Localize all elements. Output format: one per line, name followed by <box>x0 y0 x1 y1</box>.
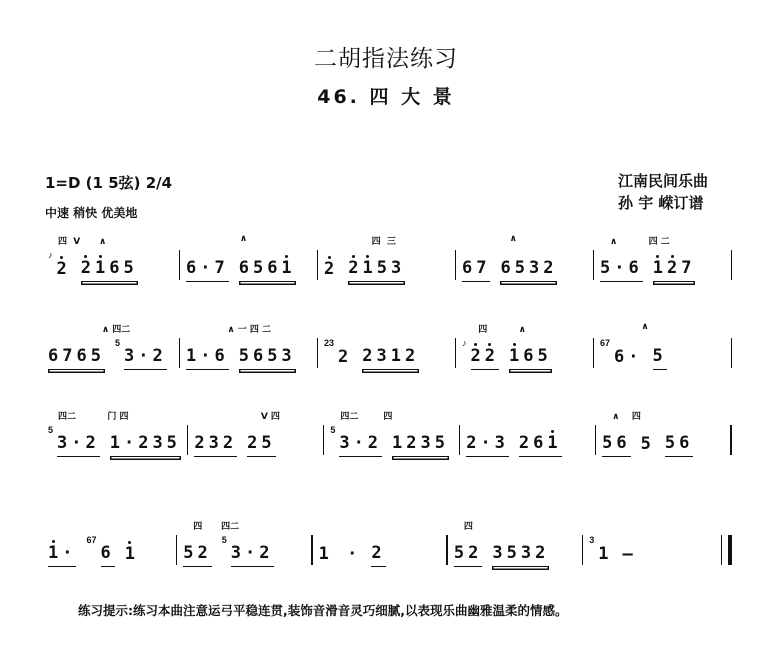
grace-note: 5 <box>114 338 120 348</box>
fingering-marks: ∧ 四二 <box>58 325 131 335</box>
note-group: 67 <box>462 258 490 282</box>
measure <box>583 507 717 567</box>
note-group: 5·6 <box>600 258 643 282</box>
notes <box>48 248 173 282</box>
note-group: 2312 <box>362 346 419 370</box>
tempo-marking: 中速 稍快 优美地 <box>45 206 138 220</box>
fingering-marks: 四 三 <box>334 237 396 247</box>
high-octave-dot <box>671 255 674 258</box>
notes <box>589 533 711 567</box>
high-octave-dot <box>488 343 491 346</box>
note-group: 1·6 <box>186 346 229 370</box>
fingering-marks: 四 V ∧ <box>58 237 107 247</box>
measure <box>318 310 455 370</box>
fingering-marks: V 四 <box>204 412 280 422</box>
measure <box>594 222 731 282</box>
measure <box>448 507 582 567</box>
high-octave-dot <box>328 256 331 259</box>
high-octave-dot <box>52 540 55 543</box>
note-group: 232 <box>194 433 237 457</box>
note-group: – <box>622 544 637 564</box>
note-group: 56 <box>602 433 630 457</box>
score-line <box>42 222 732 282</box>
high-octave-dot <box>128 541 131 544</box>
grace-note: ♪ <box>48 250 53 260</box>
note-group: 25 <box>247 433 275 457</box>
fingering-marks <box>324 322 449 336</box>
note-group: 6561 <box>239 258 296 282</box>
note-group: 261 <box>519 433 562 457</box>
page-title: 二胡指法练习 <box>314 46 458 72</box>
score-line <box>42 397 732 457</box>
grace-note: 5 <box>221 535 227 545</box>
high-octave-dot <box>551 430 554 433</box>
measure <box>42 397 187 457</box>
notes <box>194 423 316 457</box>
high-octave-dot <box>513 343 516 346</box>
fingering-marks <box>319 519 441 533</box>
notes <box>602 423 724 457</box>
note-group: 6 <box>101 543 115 567</box>
measure <box>180 222 317 282</box>
final-barline <box>721 535 732 565</box>
measure <box>318 222 455 282</box>
note-group: 2153 <box>348 258 405 282</box>
notes <box>324 336 449 370</box>
practice-hint: 练习提示:练习本曲注意运弓平稳连贯,装饰音滑音灵巧细腻,以表现乐曲幽雅温柔的情感。 <box>78 603 568 618</box>
measure <box>456 222 593 282</box>
high-octave-dot <box>285 255 288 258</box>
notes <box>48 533 170 567</box>
barline <box>731 338 733 368</box>
high-octave-dot <box>60 256 63 259</box>
note-group: 5 <box>653 346 667 370</box>
note-group: 52 <box>454 543 482 567</box>
fingering-marks: 四 ∧ <box>472 325 526 335</box>
note-group: 5 <box>640 434 655 454</box>
note-group: 1·235 <box>110 433 181 457</box>
grace-note: 23 <box>324 338 335 348</box>
note-group: 5653 <box>239 346 296 370</box>
fingering-marks: ∧ 四 <box>612 412 641 422</box>
note-group: 6532 <box>500 258 557 282</box>
notes <box>48 423 181 457</box>
measure <box>42 310 179 370</box>
score-line <box>42 507 732 567</box>
note-group: 2 <box>371 543 385 567</box>
note-group: 6· <box>614 347 643 367</box>
note-group: 3·2 <box>57 433 100 457</box>
piece-title: 46. 四 大 景 <box>317 86 455 108</box>
high-octave-dot <box>84 255 87 258</box>
notes <box>183 533 305 567</box>
high-octave-dot <box>474 343 477 346</box>
note-group: 1· <box>48 543 76 567</box>
measure <box>596 397 730 457</box>
key-signature: 1=D (1 5弦) 2/4 <box>45 174 173 192</box>
high-octave-dot <box>99 255 102 258</box>
high-octave-dot <box>352 255 355 258</box>
note-group: 1 <box>125 544 139 567</box>
note-group: 1 · <box>318 544 362 564</box>
high-octave-dot <box>656 255 659 258</box>
fingering-marks: 四 <box>463 522 473 532</box>
note-group: 165 <box>509 346 552 370</box>
notes <box>324 248 449 282</box>
fingering-marks: ∧ <box>472 234 517 244</box>
note-group: 6·7 <box>186 258 229 282</box>
measure <box>460 397 594 457</box>
note-group: 56 <box>665 433 693 457</box>
fingering-marks: ∧ <box>610 322 649 332</box>
note-group: 3·2 <box>339 433 382 457</box>
notes <box>186 248 311 282</box>
fingering-marks <box>48 519 170 533</box>
measure <box>42 222 179 282</box>
note-group: 52 <box>183 543 211 567</box>
grace-note: 67 <box>600 338 611 348</box>
note-group: 2 <box>57 259 71 282</box>
notes <box>600 248 725 282</box>
origin-credit: 江南民间乐曲 <box>618 172 709 190</box>
barline <box>731 250 733 280</box>
measure <box>313 507 447 567</box>
grace-note: 3 <box>589 535 595 545</box>
measure <box>180 310 317 370</box>
grace-note: 5 <box>330 425 336 435</box>
note-group: 3532 <box>492 543 549 567</box>
notes <box>454 533 576 567</box>
note-group: 2·3 <box>466 433 509 457</box>
fingering-marks <box>466 409 588 423</box>
fingering-marks <box>589 519 711 533</box>
note-group: 3·2 <box>124 346 167 370</box>
fingering-marks: 四二 四 <box>340 412 393 422</box>
grace-note: ♪ <box>462 338 467 348</box>
notes <box>462 336 587 370</box>
measure <box>456 310 593 370</box>
barline <box>730 425 732 455</box>
grace-note: 5 <box>48 425 54 435</box>
note-group: 3·2 <box>231 543 274 567</box>
note-group: 1 <box>598 544 613 564</box>
notes <box>48 336 173 370</box>
notes <box>330 423 452 457</box>
fingering-marks: ∧ 一 四 二 <box>196 325 272 335</box>
measure <box>188 397 322 457</box>
notes <box>466 423 588 457</box>
fingering-marks: 四二 门 四 <box>58 412 129 422</box>
note-group: 22 <box>471 346 499 370</box>
high-octave-dot <box>366 255 369 258</box>
note-group: 1235 <box>392 433 449 457</box>
fingering-marks: 四 四二 <box>193 522 240 532</box>
measure <box>177 507 311 567</box>
measure <box>324 397 458 457</box>
notes <box>600 336 725 370</box>
notes <box>462 248 587 282</box>
fingering-marks: ∧ 四 二 <box>610 237 670 247</box>
measure <box>42 507 176 567</box>
notes <box>319 533 441 567</box>
arranger-credit: 孙 宇 嵘订谱 <box>618 194 704 212</box>
note-group: 127 <box>653 258 696 282</box>
fingering-marks: ∧ <box>196 234 248 244</box>
grace-note: 67 <box>86 535 97 545</box>
measure <box>594 310 731 370</box>
note-group: 2165 <box>81 258 138 282</box>
note-group: 2 <box>324 259 338 282</box>
notes <box>186 336 311 370</box>
note-group: 2 <box>338 347 353 367</box>
score-line <box>42 310 732 370</box>
note-group: 6765 <box>48 346 105 370</box>
